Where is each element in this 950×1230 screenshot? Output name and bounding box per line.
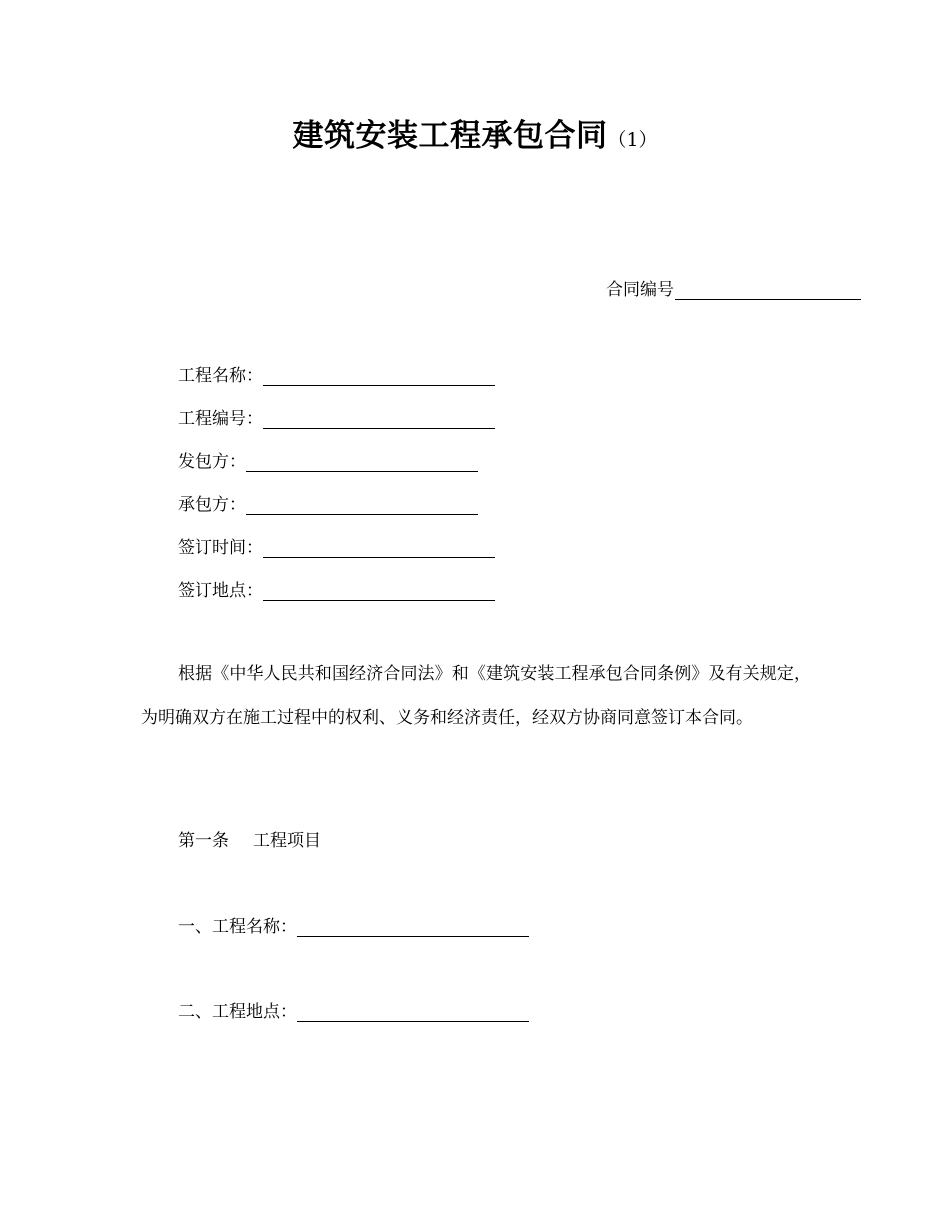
- item-project-location: [178, 997, 529, 1022]
- field-employer: [178, 447, 478, 472]
- field-blank[interactable]: [263, 410, 495, 429]
- field-contractor: [178, 490, 478, 515]
- article-1-heading: [178, 826, 321, 851]
- field-signing-place: [178, 576, 495, 601]
- field-label: 签订时间：: [178, 538, 263, 558]
- contract-number-label: 合同编号: [606, 280, 674, 300]
- field-project-name: [178, 361, 495, 386]
- field-label: 发包方：: [178, 452, 246, 472]
- field-signing-date: [178, 533, 495, 558]
- item-blank[interactable]: [297, 918, 529, 937]
- field-blank[interactable]: [263, 367, 495, 386]
- article-number: 第一条: [178, 831, 229, 851]
- contract-number-field: [606, 275, 861, 300]
- item-blank[interactable]: [297, 1003, 529, 1022]
- contract-number-blank[interactable]: [675, 281, 861, 300]
- field-label: 签订地点：: [178, 581, 263, 601]
- field-blank[interactable]: [246, 496, 478, 515]
- title-main: 建筑安装工程承包合同: [292, 118, 608, 154]
- field-label: 工程名称：: [178, 366, 263, 386]
- field-blank[interactable]: [263, 582, 495, 601]
- field-blank[interactable]: [246, 453, 478, 472]
- field-project-number: [178, 404, 495, 429]
- preamble-paragraph: 根据《中华人民共和国经济合同法》和《建筑安装工程承包合同条例》及有关规定，为明确双方在施工过程中的权利、义务和经济责任，经双方协商同意签订本合同。: [141, 664, 811, 728]
- field-blank[interactable]: [263, 539, 495, 558]
- document-title: [0, 110, 950, 155]
- item-project-name: [178, 912, 529, 937]
- field-label: 承包方：: [178, 495, 246, 515]
- title-suffix: （1）: [607, 129, 658, 151]
- field-label: 工程编号：: [178, 409, 263, 429]
- item-label: 一、工程名称：: [178, 917, 297, 937]
- article-title: 工程项目: [253, 831, 321, 851]
- item-label: 二、工程地点：: [178, 1002, 297, 1022]
